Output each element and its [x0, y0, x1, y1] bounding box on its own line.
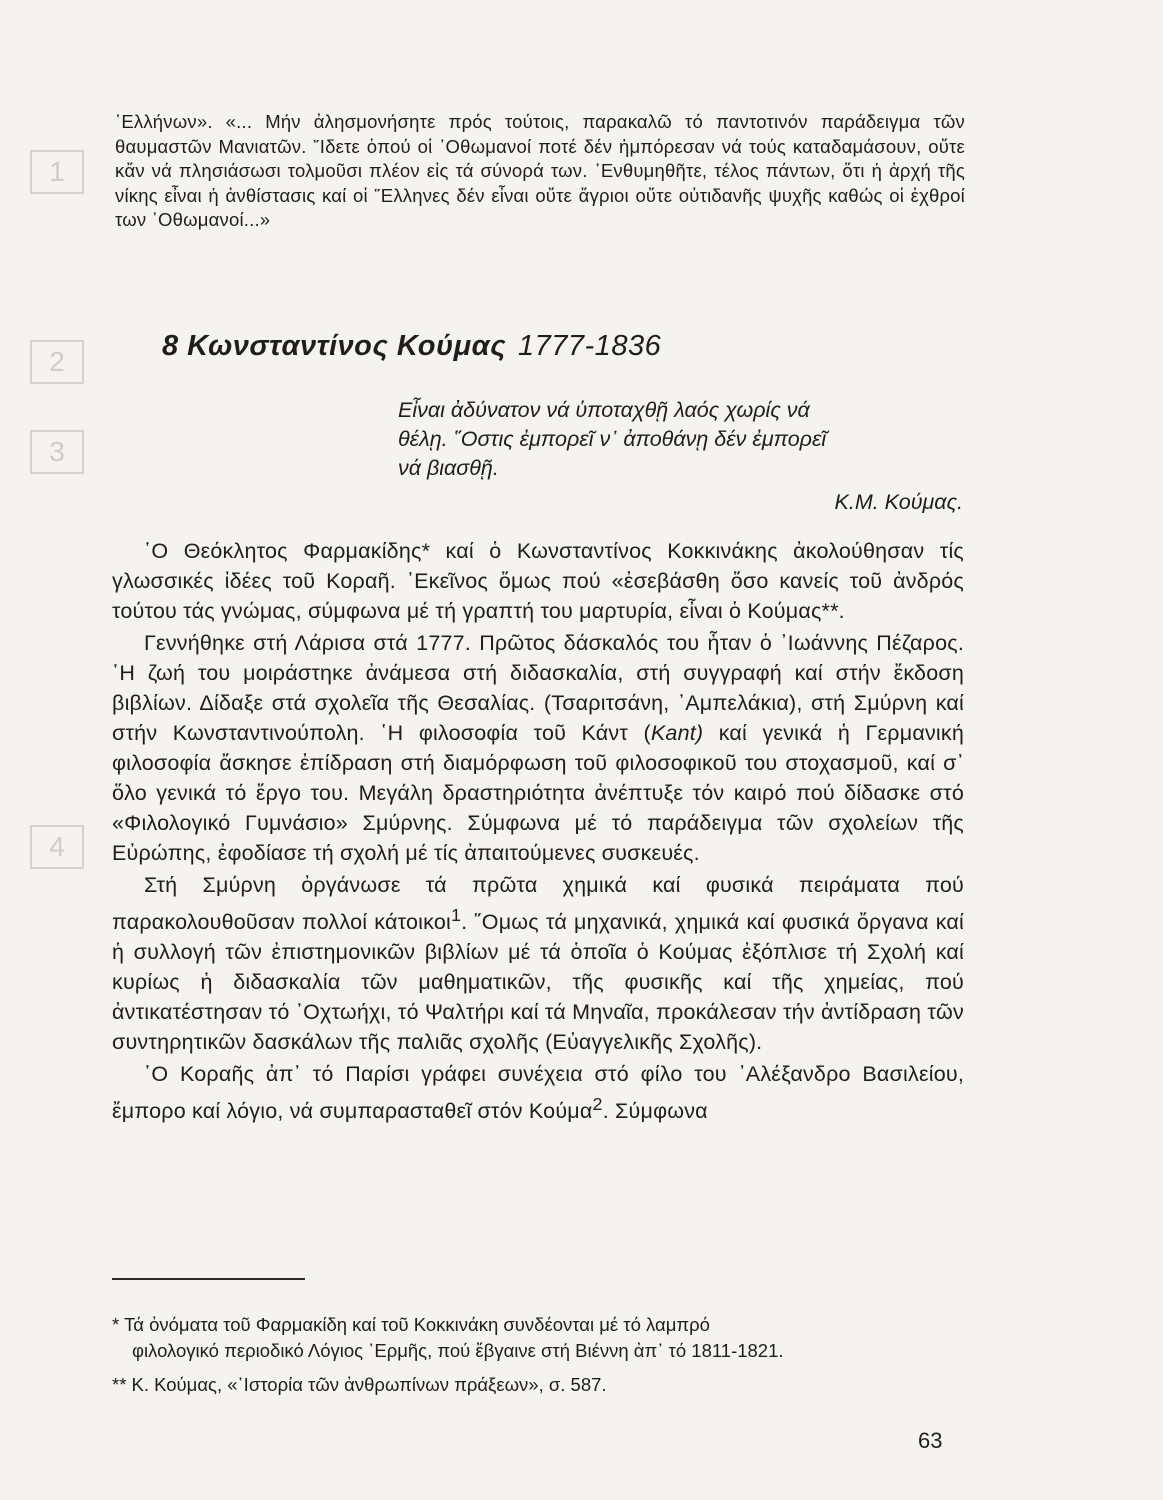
epigraph — [398, 396, 963, 517]
kant-latin-name: Kant) — [650, 721, 704, 745]
margin-box-number: 4 — [49, 831, 65, 862]
chapter-years: 1777-1836 — [518, 330, 662, 362]
body-paragraph-2 — [112, 628, 964, 868]
body-paragraph-2-part-b: καί γενικά ἡ Γερμανική φιλοσοφία ἄσκησε ἐπίδραση στή διαμόρφωση τοῦ φιλοσοφικοῦ του στοχασμοῦ, καί σ᾿ ὅλο γενικά τό ἔργο του. Μεγάλη δραστηριότητα ἀνέπτυξε τόν καιρό πού δίδασκε στό «Φιλολογικό Γυμνάσιο» Σμύρνης. Σύμφωνα μέ τό παράδειγμα τῶν σχολείων τῆς Εὐρώπης, ἐφοδίασε τή σχολή μέ τίς ἀπαιτούμενες συσκευές. — [112, 721, 964, 865]
margin-box-4 — [30, 825, 84, 869]
footnote-divider — [112, 1278, 305, 1280]
body-paragraph-4-part-a: ῾Ο Κοραῆς ἀπ᾿ τό Παρίσι γράφει συνέχεια στό φίλο του ᾿Αλέξανδρο Βασιλείου, ἔμπορο καί λόγιο, νά συμπαρασταθεῖ στόν Κούμα — [112, 1062, 964, 1124]
body-paragraph-2-part-a: Γεννήθηκε στή Λάρισα στά 1777. Πρῶτος δάσκαλός του ἦταν ὁ ᾿Ιωάννης Πέζαρος. ῾Η ζωή του μοιράστηκε ἀνάμεσα στή διδασκαλία, στή συγγραφή καί στήν ἔκδοση βιβλίων. Δίδαξε στά σχολεῖα τῆς Θεσαλίας. (Τσαριτσάνη, ᾿Αμπελάκια), στή Σμύρνη καί στήν Κωνσταντινούπολη. ῾Η φιλοσοφία τοῦ Κάντ ( — [112, 631, 964, 745]
body-paragraph-1: ῾Ο Θεόκλητος Φαρμακίδης* καί ὁ Κωνσταντίνος Κοκκινάκης ἀκολούθησαν τίς γλωσσικές ἰδέες τοῦ Κοραῆ. ᾿Εκεῖνος ὅμως πού «ἐσεβάσθη ὅσο κανείς τοῦ ἀνδρός τούτου τάς γνώμας, σύμφωνα μέ τή γραπτή του μαρτυρία, εἶναι ὁ Κούμας**. — [112, 539, 964, 623]
body-paragraph-3-part-a: Στή Σμύρνη ὀργάνωσε τά πρῶτα χημικά καί φυσικά πειράματα πού παρακολουθοῦσαν πολλοί κάτοικοι — [112, 873, 964, 935]
footnote-ref-2: 2 — [592, 1094, 603, 1115]
body-paragraph-3 — [112, 870, 964, 1057]
body-paragraph-3-part-b: . ῞Ομως τά μηχανικά, χημικά καί φυσικά ὄργανα καί ἡ συλλογή τῶν ἐπιστημονικῶν βιβλίων μέ τά ὁποῖα ὁ Κούμας ἐξόπλισε τή Σχολή καί κυρίως ἡ διδασκαλία τῶν μαθηματικῶν, τῆς φυσικῆς καί τῆς χημείας, πού ἀντικατέστησαν τό ᾿Οχτωήχι, τό Ψαλτήρι καί τά Μηναῖα, προκάλεσαν τήν ἀντίδραση τῶν συντηρητικῶν δασκάλων τῆς παλιᾶς σχολῆς (Εὐαγγελικῆς Σχολῆς). — [112, 910, 964, 1055]
page-number: 63 — [918, 1428, 943, 1453]
footnotes — [112, 1312, 964, 1398]
footnote-ref-1: 1 — [450, 905, 462, 925]
epigraph-line: Εἶναι ἀδύνατον νά ὑποταχθῇ λαός χωρίς νά — [398, 398, 810, 422]
body-paragraph-4 — [112, 1059, 964, 1126]
margin-box-1 — [30, 150, 84, 194]
footnote-2: ** Κ. Κούμας, «῾Ιστορία τῶν ἀνθρωπίνων πράξεων», σ. 587. — [112, 1374, 607, 1395]
quote-paragraph: ῾Ελλήνων». «... Μήν ἀλησμονήσητε πρός τούτοις, παρακαλῶ τό παντοτινόν παράδειγμα τῶν θαυμαστῶν Μανιατῶν. ῎Ιδετε ὁπού οἱ ᾿Οθωμανοί ποτέ δέν ἠμπόρεσαν νά τούς καταδαμάσουν, οὔτε κἄν νά πλησιάσωσι τολμοῦσι πλέον εἰς τά σύνορά των. ᾿Ενθυμηθῆτε, τέλος πάντων, ὅτι ἡ ἀρχή τῆς νίκης εἶναι ἡ ἀνθίστασις καί οἱ ῞Ελληνες δέν εἶναι οὔτε ἄγριοι οὔτε οὐτιδανῆς ψυχῆς καθώς οἱ ἐχθροί των ᾿Οθωμανοί...» — [115, 111, 965, 230]
footnote-1-line-1: * Τά ὀνόματα τοῦ Φαρμακίδη καί τοῦ Κοκκινάκη συνδέονται μέ τό λαμπρό — [112, 1314, 710, 1335]
margin-box-number: 3 — [49, 436, 65, 467]
margin-box-2 — [30, 340, 84, 384]
chapter-title-text: 8 Κωνσταντίνος Κούμας — [162, 330, 507, 362]
epigraph-author: Κ.Μ. Κούμας. — [834, 490, 963, 514]
margin-box-3 — [30, 430, 84, 474]
epigraph-line: θέλῃ. ῞Οστις ἐμπορεῖ ν᾿ ἀποθάνῃ δέν ἐμπορεῖ — [398, 427, 827, 451]
body-paragraph-4-part-b: . Σύμφωνα — [602, 1099, 708, 1124]
body-text — [112, 536, 964, 1126]
quote-block — [115, 110, 965, 233]
margin-box-number: 2 — [49, 346, 65, 377]
margin-box-number: 1 — [49, 156, 65, 187]
chapter-title — [162, 330, 661, 363]
footnote-1-line-2: φιλολογικό περιοδικό Λόγιος ῾Ερμῆς, πού ἔβγαινε στή Βιέννη ἀπ᾿ τό 1811-1821. — [132, 1340, 784, 1361]
epigraph-line: νά βιασθῇ. — [398, 456, 499, 480]
